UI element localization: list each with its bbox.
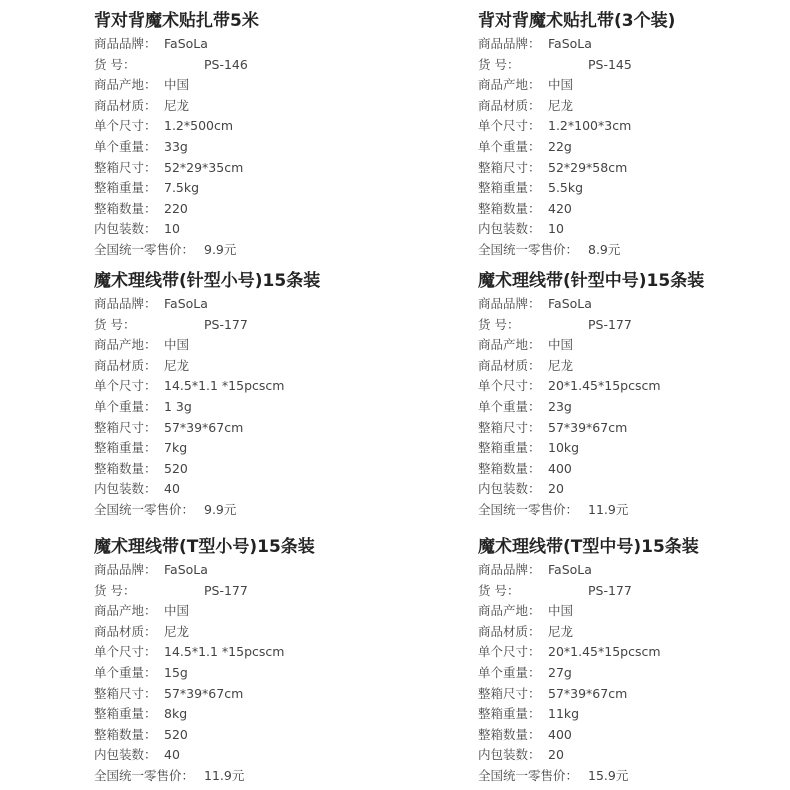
spec-row xyxy=(478,240,790,261)
product-card xyxy=(94,534,414,787)
spec-label: 商品品牌： xyxy=(94,562,157,577)
spec-label: 全国统一零售价： xyxy=(478,501,579,517)
spec-row xyxy=(478,725,790,746)
spec-label: 商品产地： xyxy=(94,603,157,619)
spec-value: 9.9元 xyxy=(204,501,237,517)
spec-row xyxy=(94,240,414,261)
spec-row xyxy=(94,178,414,199)
spec-value: 尼龙 xyxy=(548,623,574,639)
product-card xyxy=(478,8,790,261)
spec-row xyxy=(478,479,790,500)
product-title: 魔术理线带(T型小号)15条装 xyxy=(94,537,315,557)
spec-row xyxy=(94,684,414,705)
spec-list xyxy=(94,294,414,521)
spec-label: 整箱尺寸： xyxy=(478,419,541,435)
spec-value: FaSoLa xyxy=(548,36,592,51)
spec-row xyxy=(94,137,414,158)
spec-value: 11.9元 xyxy=(204,767,245,783)
spec-value: 14.5*1.1 *15pcscm xyxy=(164,378,285,394)
spec-label: 商品品牌： xyxy=(94,296,157,311)
spec-label: 货 号： xyxy=(94,316,136,332)
spec-label: 整箱重量： xyxy=(478,180,541,196)
spec-row xyxy=(478,55,790,76)
spec-value: 20*1.45*15pcscm xyxy=(548,644,661,660)
spec-value: 1.2*500cm xyxy=(164,118,234,134)
spec-list xyxy=(478,34,790,261)
spec-label: 货 号： xyxy=(478,582,520,598)
spec-row xyxy=(478,315,790,336)
spec-row xyxy=(94,601,414,622)
spec-row xyxy=(94,581,414,602)
spec-value: 220 xyxy=(164,200,188,216)
spec-list xyxy=(94,560,414,787)
spec-label: 商品产地： xyxy=(94,337,157,353)
spec-label: 商品产地： xyxy=(94,77,157,93)
spec-list xyxy=(478,560,790,787)
product-card xyxy=(478,268,790,521)
spec-value: 33g xyxy=(164,138,188,154)
product-title: 魔术理线带(T型中号)15条装 xyxy=(478,537,699,557)
spec-value: 7.5kg xyxy=(164,180,200,196)
spec-label: 全国统一零售价： xyxy=(478,767,579,783)
spec-label: 内包装数： xyxy=(94,481,157,497)
spec-row xyxy=(478,560,790,581)
spec-value: 11kg xyxy=(548,706,580,722)
spec-label: 整箱重量： xyxy=(94,706,157,722)
spec-row xyxy=(94,219,414,240)
spec-value: 尼龙 xyxy=(164,97,190,113)
spec-row xyxy=(478,356,790,377)
spec-row xyxy=(94,96,414,117)
spec-value: 10 xyxy=(548,221,564,237)
spec-row xyxy=(478,75,790,96)
spec-value: 420 xyxy=(548,200,572,216)
spec-label: 全国统一零售价： xyxy=(94,501,195,517)
spec-row xyxy=(94,294,414,315)
spec-value: 57*39*67cm xyxy=(548,419,628,435)
spec-label: 单个尺寸： xyxy=(478,378,541,394)
spec-row xyxy=(94,438,414,459)
spec-row xyxy=(478,581,790,602)
spec-row xyxy=(478,745,790,766)
spec-value: FaSoLa xyxy=(164,562,208,577)
product-title: 背对背魔术贴扎带(3个装) xyxy=(478,11,676,31)
spec-value: 中国 xyxy=(548,603,574,619)
spec-label: 单个尺寸： xyxy=(94,644,157,660)
spec-value: 1.2*100*3cm xyxy=(548,118,632,134)
spec-value: 20 xyxy=(548,747,564,763)
spec-label: 商品材质： xyxy=(94,623,157,639)
spec-row xyxy=(94,199,414,220)
spec-value: 15g xyxy=(164,664,188,680)
product-card xyxy=(94,8,414,261)
spec-label: 商品品牌： xyxy=(478,562,541,577)
spec-value: 10kg xyxy=(548,440,580,456)
spec-row xyxy=(478,397,790,418)
spec-row xyxy=(94,397,414,418)
spec-row xyxy=(94,642,414,663)
spec-label: 商品材质： xyxy=(478,357,541,373)
spec-label: 单个重量： xyxy=(94,398,157,414)
spec-label: 货 号： xyxy=(478,56,520,72)
spec-row xyxy=(478,178,790,199)
spec-row xyxy=(478,158,790,179)
spec-label: 整箱尺寸： xyxy=(478,159,541,175)
spec-value: 23g xyxy=(548,398,572,414)
spec-label: 商品品牌： xyxy=(478,296,541,311)
spec-row xyxy=(94,725,414,746)
spec-row xyxy=(94,158,414,179)
spec-row xyxy=(94,335,414,356)
spec-value: 400 xyxy=(548,460,572,476)
spec-label: 单个重量： xyxy=(94,138,157,154)
spec-value: PS-177 xyxy=(204,582,248,598)
spec-label: 单个重量： xyxy=(478,664,541,680)
spec-label: 商品材质： xyxy=(94,97,157,113)
spec-row xyxy=(94,116,414,137)
spec-value: 8.9元 xyxy=(588,241,621,257)
spec-label: 内包装数： xyxy=(94,221,157,237)
spec-value: PS-145 xyxy=(588,56,632,72)
spec-label: 单个尺寸： xyxy=(478,118,541,134)
spec-value: 57*39*67cm xyxy=(548,685,628,701)
spec-value: 9.9元 xyxy=(204,241,237,257)
spec-row xyxy=(478,199,790,220)
spec-label: 货 号： xyxy=(478,316,520,332)
spec-row xyxy=(478,663,790,684)
spec-row xyxy=(94,418,414,439)
spec-label: 整箱数量： xyxy=(94,460,157,476)
spec-label: 全国统一零售价： xyxy=(478,241,579,257)
spec-value: PS-177 xyxy=(588,316,632,332)
spec-value: 400 xyxy=(548,726,572,742)
spec-value: 尼龙 xyxy=(164,623,190,639)
spec-row xyxy=(94,356,414,377)
spec-label: 整箱重量： xyxy=(94,440,157,456)
spec-value: 中国 xyxy=(548,77,574,93)
spec-value: 10 xyxy=(164,221,180,237)
spec-row xyxy=(94,459,414,480)
spec-label: 整箱数量： xyxy=(478,200,541,216)
spec-row xyxy=(94,34,414,55)
spec-value: 57*39*67cm xyxy=(164,419,244,435)
spec-label: 商品品牌： xyxy=(94,36,157,51)
spec-value: 52*29*35cm xyxy=(164,159,244,175)
spec-value: 52*29*58cm xyxy=(548,159,628,175)
spec-row xyxy=(478,622,790,643)
spec-label: 商品材质： xyxy=(94,357,157,373)
spec-value: PS-177 xyxy=(588,582,632,598)
spec-value: 中国 xyxy=(164,337,190,353)
product-card xyxy=(478,534,790,787)
spec-label: 单个尺寸： xyxy=(94,378,157,394)
spec-value: 尼龙 xyxy=(548,357,574,373)
spec-label: 商品产地： xyxy=(478,77,541,93)
spec-value: FaSoLa xyxy=(164,296,208,311)
spec-label: 内包装数： xyxy=(478,747,541,763)
spec-label: 整箱数量： xyxy=(94,726,157,742)
spec-label: 整箱数量： xyxy=(94,200,157,216)
spec-label: 整箱尺寸： xyxy=(94,159,157,175)
spec-row xyxy=(94,376,414,397)
spec-row xyxy=(94,745,414,766)
spec-label: 单个尺寸： xyxy=(478,644,541,660)
spec-label: 货 号： xyxy=(94,582,136,598)
spec-row xyxy=(478,642,790,663)
spec-label: 整箱重量： xyxy=(94,180,157,196)
spec-label: 货 号： xyxy=(94,56,136,72)
spec-label: 整箱重量： xyxy=(478,706,541,722)
spec-label: 商品材质： xyxy=(478,623,541,639)
spec-row xyxy=(478,376,790,397)
spec-row xyxy=(478,294,790,315)
spec-row xyxy=(94,663,414,684)
spec-label: 整箱尺寸： xyxy=(94,419,157,435)
spec-label: 整箱数量： xyxy=(478,460,541,476)
spec-row xyxy=(478,684,790,705)
spec-label: 全国统一零售价： xyxy=(94,767,195,783)
spec-value: 7kg xyxy=(164,440,188,456)
spec-value: 尼龙 xyxy=(164,357,190,373)
spec-row xyxy=(478,219,790,240)
spec-row xyxy=(478,438,790,459)
spec-label: 单个尺寸： xyxy=(94,118,157,134)
spec-value: PS-177 xyxy=(204,316,248,332)
spec-row xyxy=(478,137,790,158)
spec-label: 内包装数： xyxy=(94,747,157,763)
spec-value: 520 xyxy=(164,460,188,476)
spec-value: FaSoLa xyxy=(548,296,592,311)
spec-label: 整箱数量： xyxy=(478,726,541,742)
spec-value: 27g xyxy=(548,664,572,680)
product-card xyxy=(94,268,414,521)
spec-row xyxy=(478,116,790,137)
spec-row xyxy=(478,34,790,55)
spec-row xyxy=(94,315,414,336)
spec-value: 5.5kg xyxy=(548,180,584,196)
spec-value: 57*39*67cm xyxy=(164,685,244,701)
spec-value: 8kg xyxy=(164,706,188,722)
spec-label: 内包装数： xyxy=(478,221,541,237)
spec-row xyxy=(478,500,790,521)
spec-value: 1 3g xyxy=(164,398,192,414)
spec-value: 尼龙 xyxy=(548,97,574,113)
spec-row xyxy=(94,560,414,581)
spec-row xyxy=(94,55,414,76)
spec-row xyxy=(478,335,790,356)
spec-row xyxy=(94,500,414,521)
spec-row xyxy=(94,622,414,643)
spec-row xyxy=(94,75,414,96)
spec-row xyxy=(478,704,790,725)
product-title: 魔术理线带(针型小号)15条装 xyxy=(94,271,321,291)
spec-row xyxy=(478,601,790,622)
spec-value: FaSoLa xyxy=(548,562,592,577)
spec-value: 20 xyxy=(548,481,564,497)
spec-list xyxy=(94,34,414,261)
spec-label: 单个重量： xyxy=(94,664,157,680)
spec-label: 单个重量： xyxy=(478,138,541,154)
spec-row xyxy=(478,459,790,480)
spec-value: 20*1.45*15pcscm xyxy=(548,378,661,394)
spec-label: 单个重量： xyxy=(478,398,541,414)
spec-label: 商品产地： xyxy=(478,603,541,619)
spec-list xyxy=(478,294,790,521)
product-title: 魔术理线带(针型中号)15条装 xyxy=(478,271,705,291)
spec-value: 22g xyxy=(548,138,572,154)
spec-label: 整箱尺寸： xyxy=(94,685,157,701)
spec-label: 整箱重量： xyxy=(478,440,541,456)
spec-value: 40 xyxy=(164,747,180,763)
spec-value: 40 xyxy=(164,481,180,497)
spec-label: 商品品牌： xyxy=(478,36,541,51)
spec-value: 15.9元 xyxy=(588,767,629,783)
spec-row xyxy=(94,479,414,500)
spec-value: PS-146 xyxy=(204,56,248,72)
spec-label: 商品产地： xyxy=(478,337,541,353)
spec-label: 商品材质： xyxy=(478,97,541,113)
spec-row xyxy=(94,766,414,787)
spec-row xyxy=(478,96,790,117)
spec-label: 内包装数： xyxy=(478,481,541,497)
spec-row xyxy=(478,766,790,787)
spec-value: 中国 xyxy=(164,77,190,93)
spec-value: 中国 xyxy=(164,603,190,619)
spec-value: 14.5*1.1 *15pcscm xyxy=(164,644,285,660)
spec-value: FaSoLa xyxy=(164,36,208,51)
spec-value: 11.9元 xyxy=(588,501,629,517)
spec-row xyxy=(478,418,790,439)
spec-value: 中国 xyxy=(548,337,574,353)
spec-value: 520 xyxy=(164,726,188,742)
spec-label: 整箱尺寸： xyxy=(478,685,541,701)
spec-row xyxy=(94,704,414,725)
spec-label: 全国统一零售价： xyxy=(94,241,195,257)
product-title: 背对背魔术贴扎带5米 xyxy=(94,11,259,31)
